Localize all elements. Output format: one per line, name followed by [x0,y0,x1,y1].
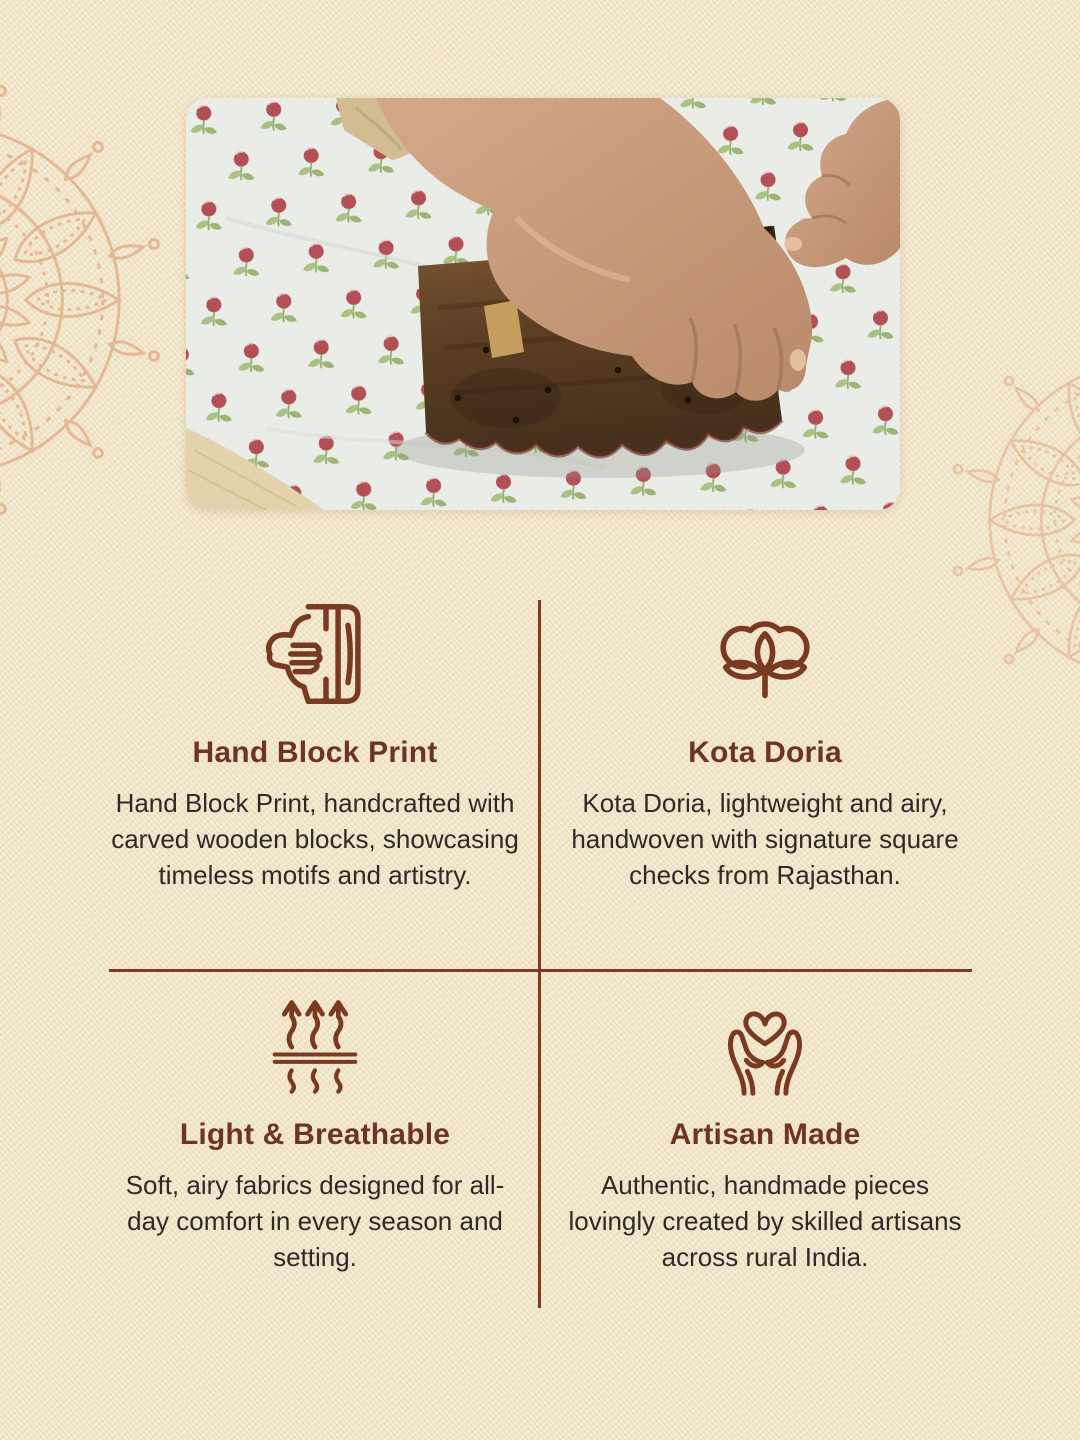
cotton-icon [709,598,821,710]
feature-description: Hand Block Print, handcrafted with carved wooden blocks, showcasing timeless motifs and artistry. [111,788,519,890]
feature-artisan-made [540,992,990,1276]
block-print-icon [260,598,370,710]
feature-description: Kota Doria, lightweight and airy, handwoven with signature square checks from Rajasthan. [571,788,959,890]
feature-description: Authentic, handmade pieces lovingly created by skilled artisans across rural India. [568,1170,962,1272]
feature-hand-block-print [90,598,540,894]
feature-title: Kota Doria [688,736,842,769]
breathable-fabric-icon [262,992,368,1100]
feature-title: Light & Breathable [179,1118,451,1151]
hero-photo [186,98,900,510]
feature-kota-doria [540,598,990,894]
mandala-decoration-left [0,80,165,520]
feature-title: Hand Block Print [192,736,438,769]
feature-light-breathable [90,992,540,1276]
hands-heart-icon [710,992,820,1100]
feature-title: Artisan Made [669,1118,861,1151]
feature-description: Soft, airy fabrics designed for all-day comfort in every season and setting. [125,1170,505,1272]
